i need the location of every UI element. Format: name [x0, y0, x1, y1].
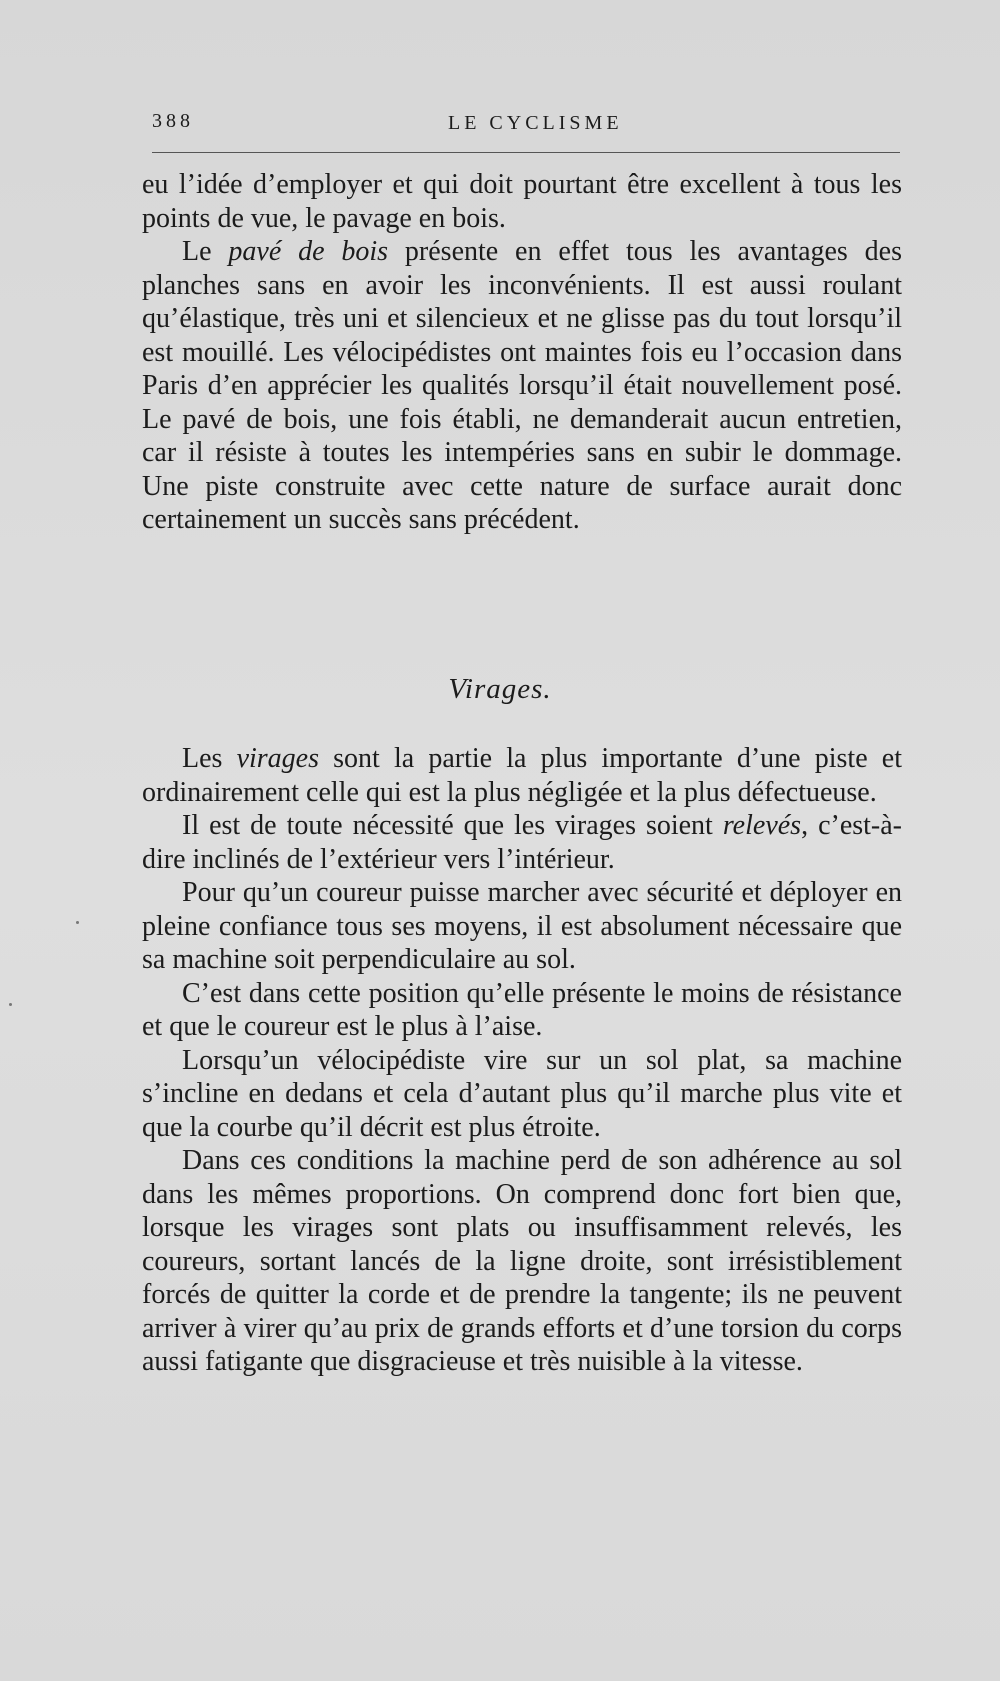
bottom-paragraph-1	[142, 742, 902, 809]
bottom-text-block	[142, 742, 902, 1379]
page-number: 388	[152, 110, 194, 132]
bottom-paragraph-5-text: Lorsqu’un vélocipédiste vire sur un sol plat, sa machine s’incline en dedans et cela d’autant plus qu’il marche plus vite et que la courbe qu’il décrit est plus étroite.	[142, 1044, 902, 1143]
header-rule	[152, 152, 900, 153]
bottom-paragraph-1-italic: virages	[236, 743, 320, 774]
bottom-paragraph-6-text: Dans ces conditions la machine perd de son adhérence au sol dans les mêmes proportions. On comprend donc fort bien que, lorsque les virages sont plats ou insuffisamment relevés, les coureurs, sortant lancés de la ligne droite, sont irrésistiblement forcés de quitter la corde et de prendre la tangente; ils ne peuvent arriver à virer qu’au prix de grands efforts et d’une torsion du corps aussi fatigante que disgracieuse et très nuisible à la vitesse.	[142, 1145, 902, 1377]
top-paragraph-2-after-italic: présente en effet tous les avantages des planches sans en avoir les inconvénients. Il est aussi roulant qu’élastique, très uni et silencieux et ne glisse pas du tout lorsqu’il est mouillé. Les vélocipédistes ont maintes fois eu l’occasion dans Paris d’en apprécier les qualités lorsqu’il était nouvellement posé. Le pavé de bois, une fois établi, ne demanderait aucun entretien, car il résiste à toutes les intempéries sans en subir le dommage. Une piste construite avec cette nature de surface aurait donc certainement un succès sans précédent.	[142, 236, 903, 535]
bottom-paragraph-3-text: Pour qu’un coureur puisse marcher avec sécurité et déployer en pleine confiance tous ses moyens, il est absolument nécessaire que sa machine soit perpendiculaire au sol.	[142, 877, 902, 975]
bottom-paragraph-2-before-italic: Il est de toute nécessité que les virages soient	[182, 810, 723, 841]
bottom-paragraph-3	[142, 876, 902, 977]
top-paragraph-2	[142, 235, 902, 537]
top-paragraph-2-italic: pavé de bois	[228, 236, 389, 267]
top-paragraph-1-text: eu l’idée d’employer et qui doit pourtant être excellent à tous les points de vue, le pavage en bois.	[142, 169, 902, 234]
top-paragraph-1	[142, 168, 902, 235]
bottom-paragraph-6	[142, 1144, 902, 1379]
page-header	[152, 108, 892, 136]
top-text-block	[142, 168, 902, 537]
section-title: Virages.	[448, 673, 552, 705]
paper-speck-2	[9, 1003, 12, 1006]
bottom-paragraph-2	[142, 809, 902, 876]
bottom-paragraph-4-text: C’est dans cette position qu’elle présente le moins de résistance et que le coureur est le plus à l’aise.	[142, 977, 902, 1042]
running-head: LE CYCLISME	[448, 112, 623, 134]
bottom-paragraph-4	[142, 977, 902, 1044]
top-paragraph-2-before-italic: Le	[182, 236, 229, 267]
bottom-paragraph-1-after-italic: sont la partie la plus importante d’une piste et ordinairement celle qui est la plus négligée et la plus défectueuse.	[142, 743, 902, 808]
paper-speck-1	[76, 921, 79, 924]
bottom-paragraph-1-before-italic: Les	[182, 743, 237, 774]
bottom-paragraph-2-after-italic: , c’est-à-dire inclinés de l’extérieur vers l’intérieur.	[142, 810, 902, 875]
bottom-paragraph-2-italic: relevés	[722, 810, 802, 841]
bottom-paragraph-5	[142, 1044, 902, 1145]
